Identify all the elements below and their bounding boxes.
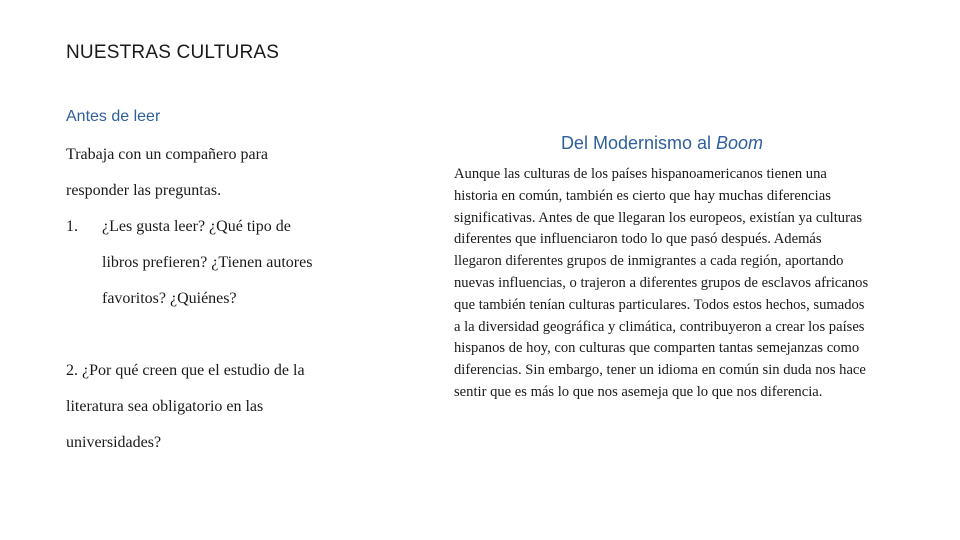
question-1-line-1: ¿Les gusta leer? ¿Qué tipo de	[102, 218, 291, 235]
intro-line-1: Trabaja con un compañero para	[66, 146, 268, 163]
reading-title	[454, 133, 870, 154]
question-1-line-3: favoritos? ¿Quiénes?	[102, 290, 237, 307]
page-title: NUESTRAS CULTURAS	[66, 42, 280, 63]
question-1-number: 1.	[66, 218, 78, 235]
reading-body: Aunque las culturas de los países hispanoamericanos tienen una historia en común, también es cierto que hay muchas diferencias significativas. Antes de que llegaran los europeos, existían ya culturas diferentes que influenciaron todo lo que pasó después. Además llegaron diferentes grupos de inmigrantes a cada región, aportando nuevas influencias, o trajeron a diferentes grupos de esclavos africanos que también tenían culturas particulares. Todos estos hechos, sumados a la diversidad geográfica y climática, contribuyeron a crear los países hispanos de hoy, con culturas que comparten tantas semejanzas como diferencias. Sin embargo, tener un idioma en común sin duda nos hace sentir que es más lo que nos asemeja que lo que nos diferencia.	[454, 166, 869, 400]
reading-title-italic: Boom	[716, 133, 764, 153]
question-1-line-2: libros prefieren? ¿Tienen autores	[102, 254, 313, 271]
intro-line-2: responder las preguntas.	[66, 182, 222, 199]
reading-title-prefix: Del Modernismo al	[560, 133, 711, 153]
question-2-line-2: literatura sea obligatorio en las	[66, 398, 264, 415]
section-heading: Antes de leer	[66, 108, 161, 125]
question-2-line-1: 2. ¿Por qué creen que el estudio de la	[66, 362, 305, 379]
question-2-line-3: universidades?	[66, 434, 162, 451]
